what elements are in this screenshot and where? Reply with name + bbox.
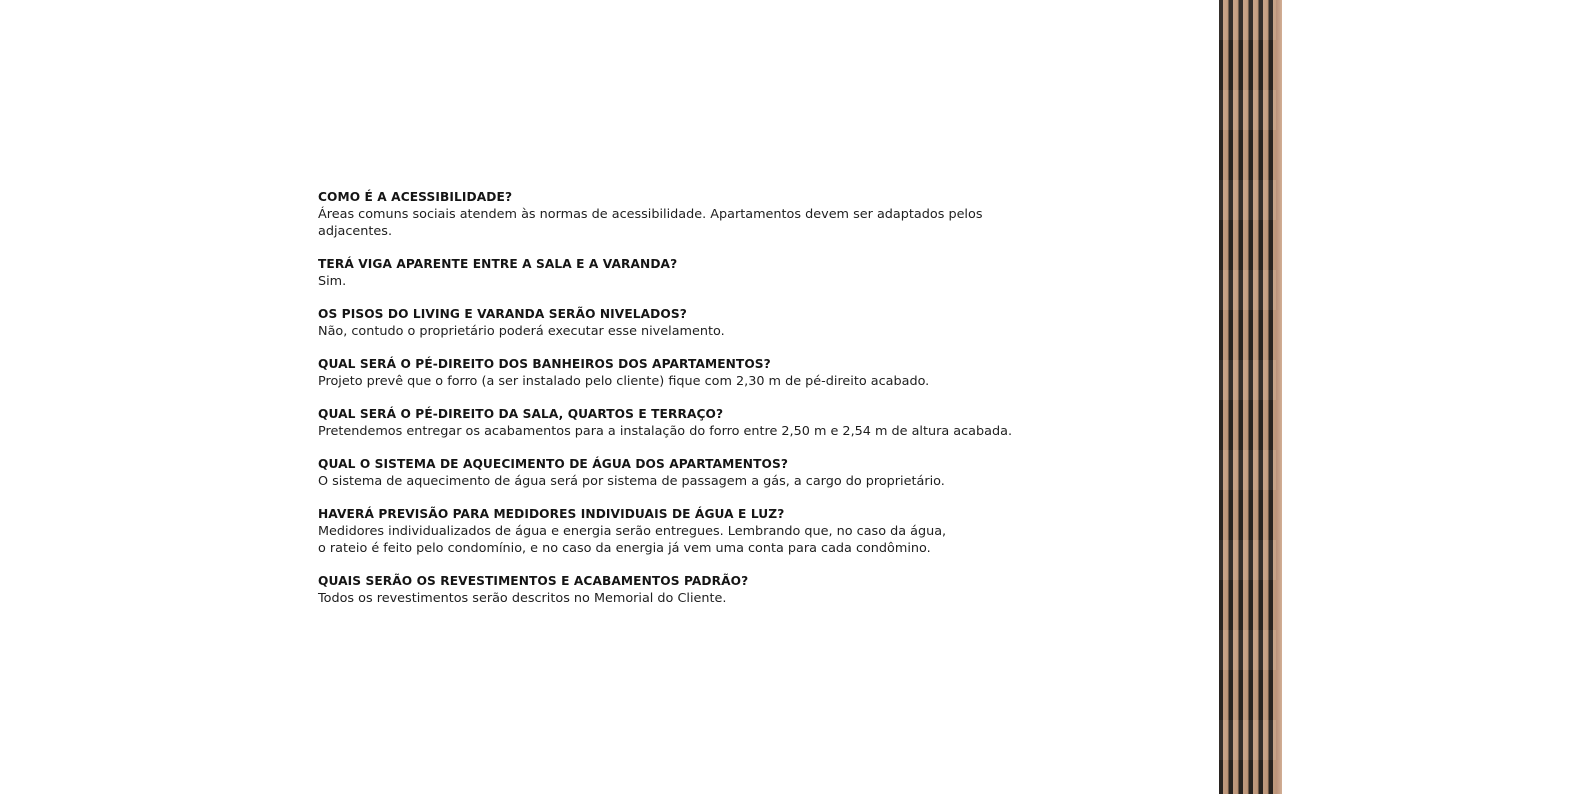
faq-answer-line: adjacentes. — [318, 224, 393, 239]
faq-answer-line: Medidores individualizados de água e energia serão entregues. Lembrando que, no caso da água, — [318, 524, 947, 539]
faq-question: QUAIS SERÃO OS REVESTIMENTOS E ACABAMENTOS PADRÃO? — [318, 574, 749, 588]
faq-question: OS PISOS DO LIVING E VARANDA SERÃO NIVELADOS? — [318, 307, 687, 321]
faq-list — [318, 189, 1058, 623]
faq-answer — [318, 473, 1058, 490]
faq-answer-line: o rateio é feito pelo condomínio, e no caso da energia já vem uma conta para cada condômino. — [318, 541, 931, 556]
faq-answer — [318, 323, 1058, 340]
faq-answer-line: Pretendemos entregar os acabamentos para a instalação do forro entre 2,50 m e 2,54 m de altura acabada. — [318, 424, 1013, 439]
faq-item-water-heating — [318, 456, 1058, 490]
faq-answer — [318, 273, 1058, 290]
faq-question: COMO É A ACESSIBILIDADE? — [318, 190, 513, 204]
faq-answer — [318, 523, 1058, 557]
faq-answer — [318, 423, 1058, 440]
faq-answer — [318, 206, 1058, 240]
wood-slat-panel-image — [1219, 0, 1282, 794]
faq-question: HAVERÁ PREVISÃO PARA MEDIDORES INDIVIDUAIS DE ÁGUA E LUZ? — [318, 507, 785, 521]
faq-question: TERÁ VIGA APARENTE ENTRE A SALA E A VARANDA? — [318, 257, 678, 271]
faq-question: QUAL SERÁ O PÉ-DIREITO DA SALA, QUARTOS E TERRAÇO? — [318, 407, 724, 421]
faq-item-bathroom-ceiling — [318, 356, 1058, 390]
faq-item-meters — [318, 506, 1058, 557]
faq-item-accessibility — [318, 189, 1058, 240]
faq-answer-line: Projeto prevê que o forro (a ser instalado pelo cliente) fique com 2,30 m de pé-direito acabado. — [318, 374, 930, 389]
faq-item-floor-level — [318, 306, 1058, 340]
faq-answer-line: Sim. — [318, 274, 347, 289]
wood-grain-texture — [1219, 0, 1282, 794]
faq-answer-line: Todos os revestimentos serão descritos no Memorial do Cliente. — [318, 591, 727, 606]
faq-item-room-ceiling — [318, 406, 1058, 440]
faq-question: QUAL SERÁ O PÉ-DIREITO DOS BANHEIROS DOS APARTAMENTOS? — [318, 357, 771, 371]
faq-answer — [318, 373, 1058, 390]
faq-item-finishes — [318, 573, 1058, 607]
faq-answer-line: O sistema de aquecimento de água será por sistema de passagem a gás, a cargo do proprietário. — [318, 474, 945, 489]
faq-answer-line: Áreas comuns sociais atendem às normas de acessibilidade. Apartamentos devem ser adaptados pelos — [318, 207, 983, 222]
faq-answer-line: Não, contudo o proprietário poderá executar esse nivelamento. — [318, 324, 725, 339]
faq-question: QUAL O SISTEMA DE AQUECIMENTO DE ÁGUA DOS APARTAMENTOS? — [318, 457, 789, 471]
faq-item-beam — [318, 256, 1058, 290]
faq-answer — [318, 590, 1058, 607]
